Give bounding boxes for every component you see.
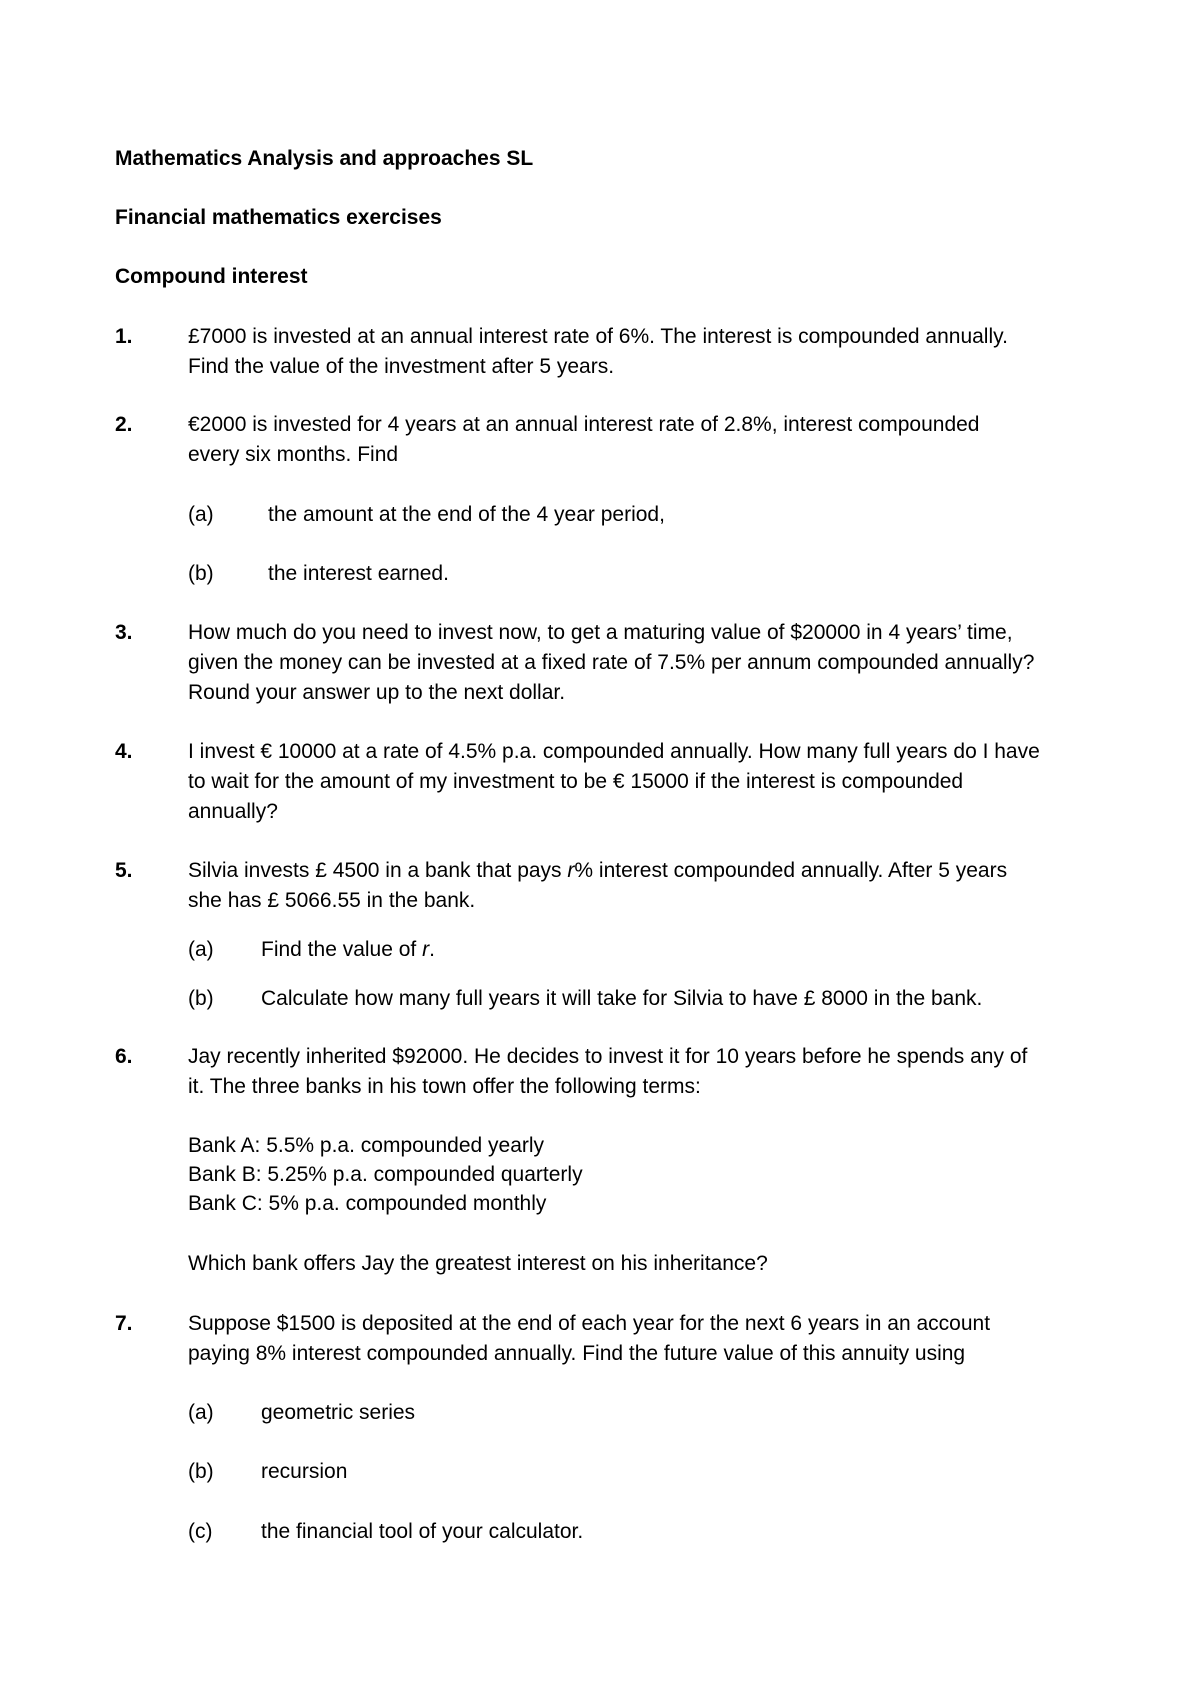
question-number: 5. <box>115 859 133 882</box>
question-text: annually? <box>188 800 278 823</box>
part-label: (c) <box>188 1520 213 1543</box>
question-number: 4. <box>115 740 133 763</box>
question-text: Round your answer up to the next dollar. <box>188 681 566 704</box>
question-text: every six months. Find <box>188 443 399 466</box>
question-number: 3. <box>115 621 133 644</box>
question-text: Jay recently inherited $92000. He decides to invest it for 10 years before he spends any of <box>188 1045 1028 1068</box>
question-text-part: Silvia invests £ 4500 in a bank that pays <box>188 859 568 882</box>
question-text: Suppose $1500 is deposited at the end of each year for the next 6 years in an account <box>188 1312 991 1335</box>
question-text: she has £ 5066.55 in the bank. <box>188 889 476 912</box>
question-text: paying 8% interest compounded annually. Find the future value of this annuity using <box>188 1342 966 1365</box>
part-label: (a) <box>188 938 214 961</box>
part-label: (b) <box>188 562 214 585</box>
part-text <box>261 935 435 965</box>
part-label: (a) <box>188 1401 214 1424</box>
part-text: geometric series <box>261 1401 416 1424</box>
document-title: Mathematics Analysis and approaches SL <box>115 147 534 170</box>
section-heading: Compound interest <box>115 265 308 288</box>
question-number: 7. <box>115 1312 133 1335</box>
bank-offer: Bank B: 5.25% p.a. compounded quarterly <box>188 1163 583 1186</box>
question-text: Find the value of the investment after 5 years. <box>188 355 615 378</box>
part-text: the interest earned. <box>268 562 449 585</box>
bank-offer: Bank A: 5.5% p.a. compounded yearly <box>188 1134 545 1157</box>
part-label: (b) <box>188 1460 214 1483</box>
question-text: to wait for the amount of my investment to be € 15000 if the interest is compounded <box>188 770 964 793</box>
question-text: £7000 is invested at an annual interest rate of 6%. The interest is compounded annually. <box>188 325 1008 348</box>
part-text-pre: Find the value of <box>261 938 423 961</box>
part-label: (b) <box>188 987 214 1010</box>
question-text <box>188 856 1007 886</box>
question-text: it. The three banks in his town offer the following terms: <box>188 1075 701 1098</box>
part-text: recursion <box>261 1460 348 1483</box>
question-number: 2. <box>115 413 133 436</box>
document-subtitle: Financial mathematics exercises <box>115 206 442 229</box>
question-text: Which bank offers Jay the greatest interest on his inheritance? <box>188 1252 768 1275</box>
question-number: 1. <box>115 325 133 348</box>
question-number: 6. <box>115 1045 133 1068</box>
bank-offer: Bank C: 5% p.a. compounded monthly <box>188 1192 547 1215</box>
question-text: I invest € 10000 at a rate of 4.5% p.a. compounded annually. How many full years do I have <box>188 740 1040 763</box>
question-text: €2000 is invested for 4 years at an annual interest rate of 2.8%, interest compounded <box>188 413 980 436</box>
part-text: the financial tool of your calculator. <box>261 1520 584 1543</box>
part-label: (a) <box>188 503 214 526</box>
part-text-post: . <box>429 938 435 961</box>
part-text: Calculate how many full years it will take for Silvia to have £ 8000 in the bank. <box>261 987 983 1010</box>
variable-r: r <box>422 938 430 961</box>
question-text-part: % interest compounded annually. After 5 years <box>574 859 1008 882</box>
question-text: How much do you need to invest now, to get a maturing value of $20000 in 4 years’ time, <box>188 621 1013 644</box>
variable-r: r <box>567 859 575 882</box>
part-text: the amount at the end of the 4 year period, <box>268 503 665 526</box>
question-text: given the money can be invested at a fixed rate of 7.5% per annum compounded annually? <box>188 651 1035 674</box>
